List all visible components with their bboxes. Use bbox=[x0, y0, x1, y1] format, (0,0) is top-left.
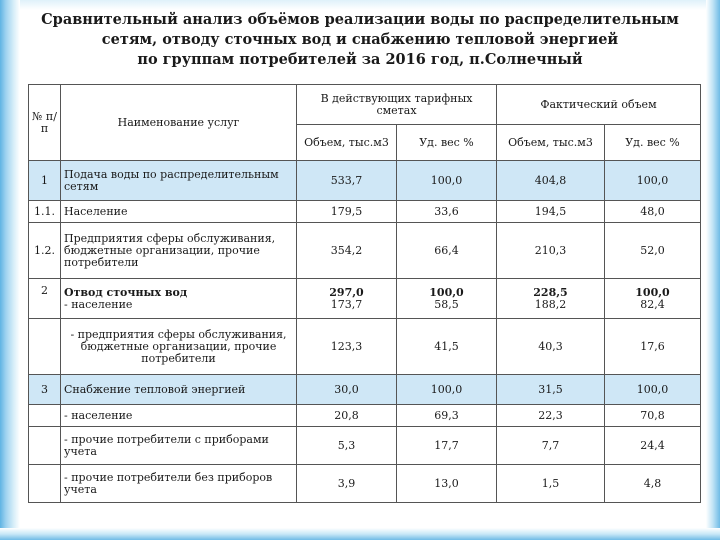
row-actual-volume: 22,3 bbox=[497, 405, 605, 427]
row-actual-volume: 194,5 bbox=[497, 201, 605, 223]
row-tariff-volume: 20,8 bbox=[297, 405, 397, 427]
row-name: - прочие потребители без приборов учета bbox=[61, 465, 297, 503]
header-num: № п/п bbox=[29, 85, 61, 161]
header-actual-group: Фактический объем bbox=[497, 85, 701, 125]
row-tariff-volume: 5,3 bbox=[297, 427, 397, 465]
row-name: Отвод сточных вод bbox=[64, 285, 188, 299]
table-row bbox=[29, 375, 701, 405]
header-tariff-group: В действующих тарифных сметах bbox=[297, 85, 497, 125]
row-tariff-volume: 123,3 bbox=[297, 319, 397, 375]
row-num: 1.1. bbox=[29, 201, 61, 223]
row-sub-name: - население bbox=[64, 297, 133, 311]
row-actual-share: 100,0 bbox=[635, 285, 670, 299]
row-tariff-volume: 3,9 bbox=[297, 465, 397, 503]
frame-left bbox=[0, 0, 20, 540]
row-sub-actual-volume: 188,2 bbox=[534, 297, 567, 311]
row-actual-volume: 404,8 bbox=[497, 161, 605, 201]
table-row bbox=[29, 223, 701, 279]
row-name: - прочие потребители с приборами учета bbox=[61, 427, 297, 465]
row-actual-share: 52,0 bbox=[605, 223, 701, 279]
row-num bbox=[29, 319, 61, 375]
row-tariff-volume: 30,0 bbox=[297, 375, 397, 405]
table-row bbox=[29, 201, 701, 223]
table-row bbox=[29, 427, 701, 465]
row-tariff-share: 17,7 bbox=[397, 427, 497, 465]
table-row bbox=[29, 161, 701, 201]
row-actual-volume: 228,5 bbox=[533, 285, 568, 299]
row-actual-share: 4,8 bbox=[605, 465, 701, 503]
header-actual-volume: Объем, тыс.м3 bbox=[497, 125, 605, 161]
row-tariff-share: 100,0 bbox=[397, 375, 497, 405]
row-num: 1.2. bbox=[29, 223, 61, 279]
row-actual-share: 100,0 bbox=[605, 161, 701, 201]
row-tariff-share: 33,6 bbox=[397, 201, 497, 223]
row-actual-share: 17,6 bbox=[605, 319, 701, 375]
row-sub-tariff-volume: 173,7 bbox=[330, 297, 363, 311]
table-row bbox=[29, 465, 701, 503]
row-tariff-volume: 354,2 bbox=[297, 223, 397, 279]
row-num: 1 bbox=[29, 161, 61, 201]
title-line-1: Сравнительный анализ объёмов реализации воды по распределительным bbox=[41, 11, 679, 28]
row-tariff-share: 69,3 bbox=[397, 405, 497, 427]
row-tariff-share: 100,0 bbox=[397, 161, 497, 201]
row-tariff-volume: 533,7 bbox=[297, 161, 397, 201]
row-actual-share: 70,8 bbox=[605, 405, 701, 427]
table-row bbox=[29, 405, 701, 427]
row-actual-volume: 210,3 bbox=[497, 223, 605, 279]
frame-right bbox=[706, 0, 720, 540]
row-name: - предприятия сферы обслуживания, бюджетные организации, прочие потребители bbox=[61, 319, 297, 375]
row-name: Население bbox=[61, 201, 297, 223]
row-actual-volume: 1,5 bbox=[497, 465, 605, 503]
row-tariff-share: 13,0 bbox=[397, 465, 497, 503]
row-actual-volume: 7,7 bbox=[497, 427, 605, 465]
row-sub-actual-share: 82,4 bbox=[640, 297, 665, 311]
title-line-2: сетям, отводу сточных вод и снабжению тепловой энергией bbox=[101, 31, 619, 48]
row-tariff-share: 100,0 bbox=[429, 285, 464, 299]
services-table bbox=[28, 84, 701, 503]
row-actual-share: 48,0 bbox=[605, 201, 701, 223]
row-name: Предприятия сферы обслуживания, бюджетные организации, прочие потребители bbox=[61, 223, 297, 279]
frame-top bbox=[0, 0, 720, 10]
row-actual-share: 100,0 bbox=[605, 375, 701, 405]
row-actual-volume: 40,3 bbox=[497, 319, 605, 375]
header-tariff-volume: Объем, тыс.м3 bbox=[297, 125, 397, 161]
row-actual-share: 24,4 bbox=[605, 427, 701, 465]
row-tariff-share: 66,4 bbox=[397, 223, 497, 279]
row-num bbox=[29, 465, 61, 503]
row-num bbox=[29, 427, 61, 465]
header-name: Наименование услуг bbox=[61, 85, 297, 161]
row-name: Снабжение тепловой энергией bbox=[61, 375, 297, 405]
frame-bottom bbox=[0, 528, 720, 540]
row-tariff-volume: 179,5 bbox=[297, 201, 397, 223]
row-actual-volume: 31,5 bbox=[497, 375, 605, 405]
table-row bbox=[29, 319, 701, 375]
row-num: 2 bbox=[29, 279, 61, 319]
title-line-3: по группам потребителей за 2016 год, п.Солнечный bbox=[137, 51, 583, 68]
row-num bbox=[29, 405, 61, 427]
slide-title bbox=[30, 10, 690, 70]
row-num: 3 bbox=[29, 375, 61, 405]
row-tariff-share: 41,5 bbox=[397, 319, 497, 375]
header-tariff-share: Уд. вес % bbox=[397, 125, 497, 161]
row-tariff-volume: 297,0 bbox=[329, 285, 364, 299]
row-sub-tariff-share: 58,5 bbox=[434, 297, 459, 311]
header-actual-share: Уд. вес % bbox=[605, 125, 701, 161]
row-name: - население bbox=[61, 405, 297, 427]
table-row bbox=[29, 279, 701, 319]
row-name: Подача воды по распределительным сетям bbox=[61, 161, 297, 201]
